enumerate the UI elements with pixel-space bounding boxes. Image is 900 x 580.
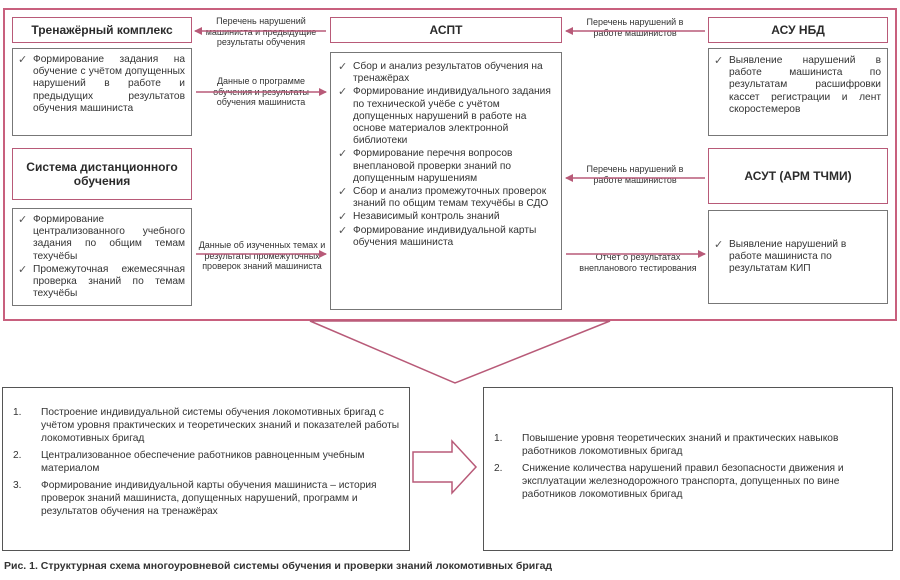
result-arrow	[413, 441, 476, 493]
results-box	[483, 387, 893, 551]
goal-item: 1. Построение индивидуальной системы обучения локомотивных бригад с учётом уровня практических и теоретических знаний и показателей работы локомотивных бригад	[13, 407, 400, 444]
aspt-title: АСПТ	[429, 23, 463, 37]
label-aspt-to-trainer: Перечень нарушений машиниста и предыдущие результаты обучения	[205, 16, 317, 47]
aspt-item: ✓ Формирование перечня вопросов внеплановой проверки знаний по допущенным нарушениям	[337, 148, 555, 185]
aspt-item: ✓ Формирование индивидуальной карты обучения машиниста	[337, 225, 555, 249]
figure-caption: Рис. 1. Структурная схема многоуровневой системы обучения и проверки знаний локомотивных бригад	[4, 560, 553, 572]
asut-title: АСУТ (АРМ ТЧМИ)	[744, 169, 852, 183]
asu-nbd-title: АСУ НБД	[771, 23, 825, 37]
asut-item: ✓ Выявление нарушений в работе машиниста по результатам КИП	[713, 239, 881, 276]
result-item: 2. Снижение количества нарушений правил безопасности движения и эксплуатации железнодорожного транспорта, допущенных по вине работников локомотивных бригад	[494, 463, 844, 500]
aspt-item: ✓ Независимый контроль знаний	[337, 211, 555, 223]
goals-box	[2, 387, 410, 551]
aspt-item: ✓ Сбор и анализ результатов обучения на тренажёрах	[337, 61, 555, 85]
goal-item: 2. Централизованное обеспечение работников равноценным учебным материалом	[13, 450, 365, 474]
goal-item: 3. Формирование индивидуальной карты обучения машиниста – история проверок знаний машиниста, допущенных нарушений, программ и результатов обучения на тренажёрах	[13, 480, 377, 517]
trainer-item: ✓ Формирование задания на обучение с учётом допущенных нарушений в работе и предыдущих результатов обучения машиниста	[17, 54, 185, 115]
label-asut-to-aspt: Перечень нарушений в работе машинистов	[586, 164, 684, 185]
results-list	[494, 432, 884, 501]
label-aspt-to-asut: Отчёт о результатах внепланового тестирования	[579, 252, 697, 273]
distance-learning-title: Система дистанционного обучения	[26, 160, 178, 188]
trainer-complex-title: Тренажёрный комплекс	[31, 23, 173, 37]
funnel-arrow	[310, 321, 610, 383]
aspt-item: ✓ Формирование индивидуального задания по технической учёбе с учётом допущенных нарушений в работе на основе материалов электронной библиотеки	[337, 86, 555, 147]
result-item: 1. Повышение уровня теоретических знаний и практических навыков работников локомотивных бригад	[494, 433, 839, 457]
distance-item: ✓ Формирование централизованного учебного задания по общим темам техучёбы	[17, 214, 185, 263]
label-trainer-to-aspt: Данные о программе обучения и результаты обучения машиниста	[213, 76, 309, 107]
aspt-item: ✓ Сбор и анализ промежуточных проверок знаний по общим темам техучёбы в СДО	[337, 186, 555, 210]
label-nbd-to-aspt: Перечень нарушений в работе машинистов	[586, 17, 684, 38]
label-distance-to-aspt: Данные об изученных темах и результаты промежуточных проверок знаний машиниста	[198, 240, 326, 271]
goals-list	[13, 406, 401, 518]
distance-item: ✓ Промежуточная ежемесячная проверка знаний по темам техучёбы	[17, 264, 185, 301]
asu-nbd-item: ✓ Выявление нарушений в работе машиниста по результатам расшифровки кассет регистрации и лент скоростемеров	[713, 55, 881, 116]
